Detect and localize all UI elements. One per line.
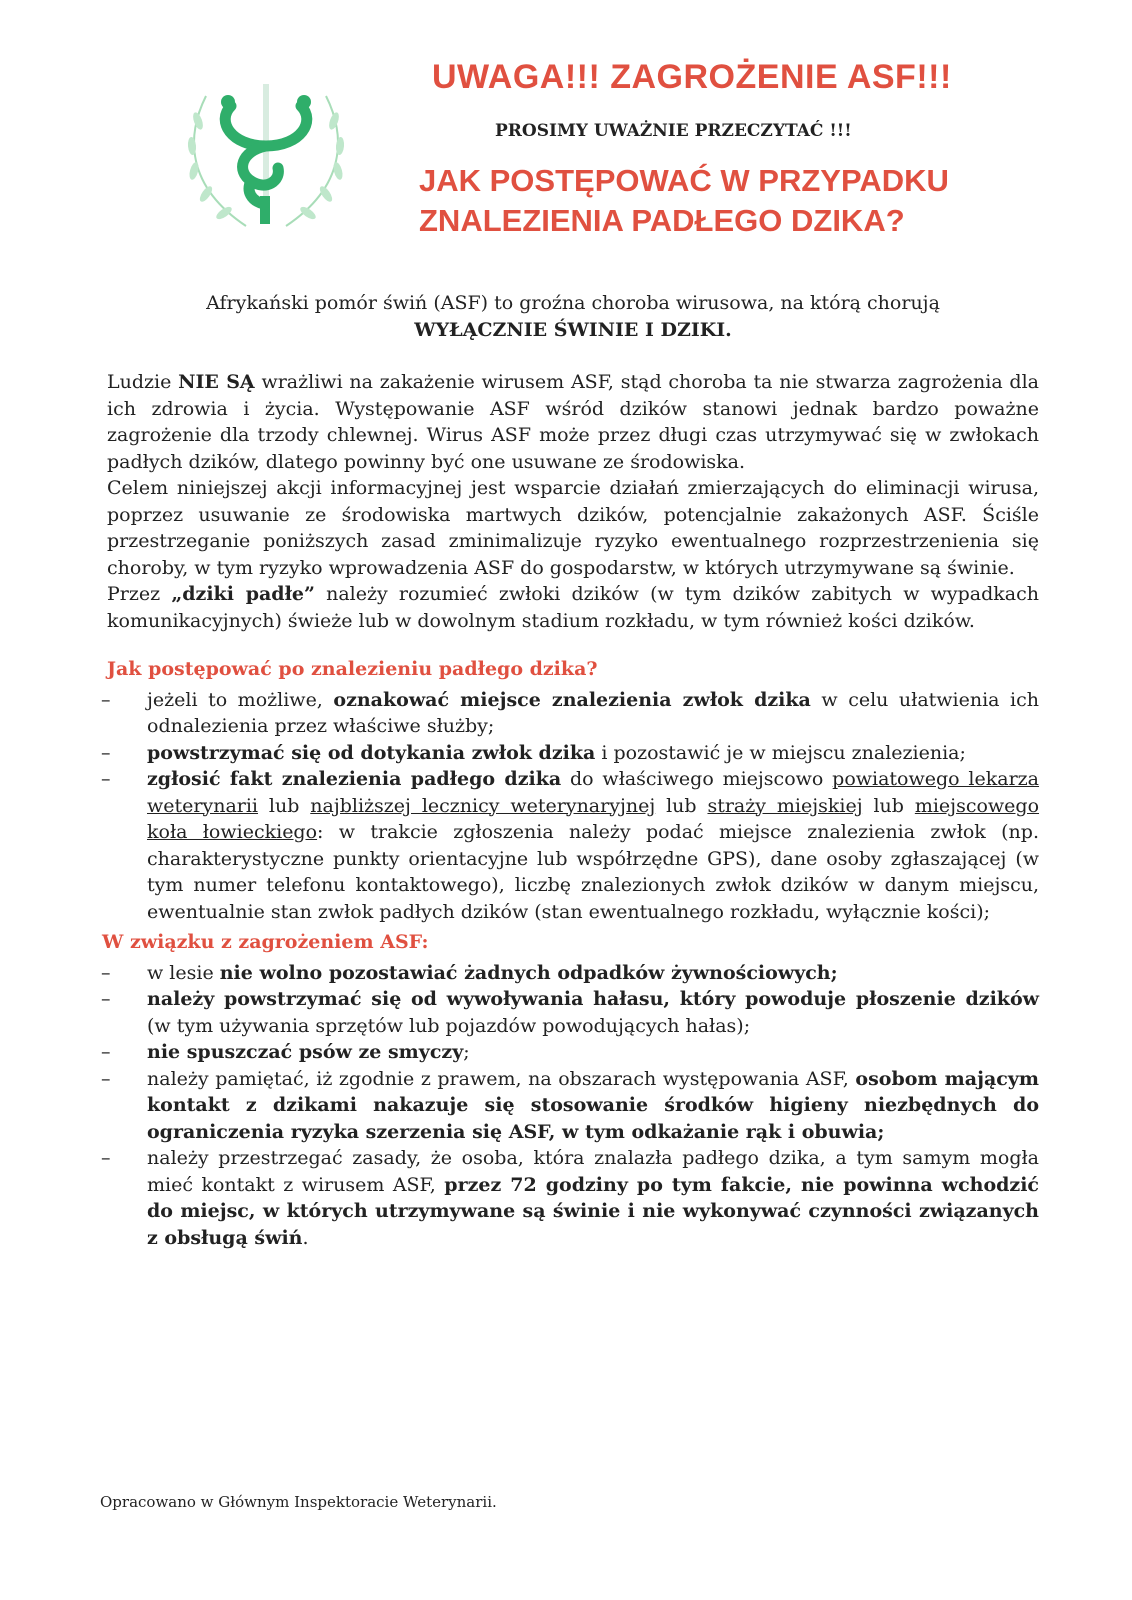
section-heading-threat: W związku z zagrożeniem ASF: (102, 931, 429, 953)
header (419, 58, 1072, 241)
main-question (419, 161, 1072, 241)
list-item: – w lesie nie wolno pozostawiać żadnych odpadków żywnościowych; (107, 960, 1039, 987)
list-item: – powstrzymać się od dotykania zwłok dzika i pozostawić je w miejscu znalezienia; (107, 740, 1039, 767)
list-item: – zgłosić fakt znalezienia padłego dzika do właściwego miejscowo powiatowego lekarza weterynarii lub najbliższej lecznicy weterynaryjnej lub straży miejskiej lub miejscowego koła łowieckiego: w trakcie zgłoszenia należy podać miejsce znalezienia zwłok (np. charakterystyczne punkty orientacyjne lub współrzędne GPS), dane osoby zgłaszającej (w tym numer telefonu kontaktowego), liczbę znalezionych zwłok dzików w danym miejscu, ewentualnie stan zwłok padłych dzików (stan ewentualnego rozkładu, wyłącznie kości); (107, 766, 1039, 925)
paragraph-definition: Przez „dziki padłe” należy rozumieć zwłoki dzików (w tym dzików zabitych w wypadkach komunikacyjnych) świeże lub w dowolnym stadium rozkładu, w tym również kości dzików. (107, 583, 1040, 632)
paragraph-people: Ludzie NIE SĄ wrażliwi na zakażenie wirusem ASF, stąd choroba ta nie stwarza zagrożenia dla ich zdrowia i życia. Występowanie ASF wśród dzików stanowi jednak bardzo poważne zagrożenie dla trzody chlewnej. Wirus ASF może przez długi czas utrzymywać się w zwłokach padłych dzików, dlatego powinny być one usuwane ze środowiska. (107, 371, 1039, 473)
found-instructions-list (107, 687, 1039, 926)
section-heading-found: Jak postępować po znalezieniu padłego dzika? (107, 658, 598, 680)
threat-rules-list (107, 960, 1039, 1252)
read-carefully-subtitle: PROSIMY UWAŻNIE PRZECZYTAĆ !!! (495, 121, 852, 141)
footer-credit: Opracowano w Głównym Inspektoracie Weterynarii. (100, 1493, 497, 1511)
list-item: – nie spuszczać psów ze smyczy; (107, 1039, 1039, 1066)
main-question-line1: JAK POSTĘPOWAĆ W PRZYPADKU (419, 163, 949, 198)
warning-title: UWAGA!!! ZAGROŻENIE ASF!!! (432, 58, 952, 96)
list-item: – jeżeli to możliwe, oznakować miejsce znalezienia zwłok dzika w celu ułatwienia ich odnalezienia przez właściwe służby; (107, 687, 1039, 740)
list-item: – należy przestrzegać zasady, że osoba, która znalazła padłego dzika, a tym samym mogła mieć kontakt z wirusem ASF, przez 72 godziny po tym fakcie, nie powinna wchodzić do miejsc, w których utrzymywane są świnie i nie wykonywać czynności związanych z obsługą świń. (107, 1145, 1039, 1251)
paragraph-purpose: Celem niniejszej akcji informacyjnej jest wsparcie działań zmierzających do eliminacji wirusa, poprzez usuwanie ze środowiska martwych dzików, potencjalnie zakażonych ASF. Ściśle przestrzeganie poniższych zasad zminimalizuje ryzyko ewentualnego rozprzestrzenienia się choroby, w tym ryzyko wprowadzenia ASF do gospodarstw, w których utrzymywane są świnie. (107, 477, 1039, 579)
intro-line2: WYŁĄCZNIE ŚWINIE I DZIKI. (414, 318, 732, 341)
caduceus-laurel-icon (176, 76, 356, 246)
document-body (102, 290, 1040, 1251)
main-question-line2: ZNALEZIENIA PADŁEGO DZIKA? (419, 203, 905, 238)
list-item: – należy powstrzymać się od wywoływania hałasu, który powoduje płoszenie dzików (w tym używania sprzętów lub pojazdów powodujących hałas); (107, 986, 1039, 1039)
list-item: – należy pamiętać, iż zgodnie z prawem, na obszarach występowania ASF, osobom mającym kontakt z dzikami nakazuje się stosowanie środków higieny niezbędnych do ograniczenia ryzyka szerzenia się ASF, w tym odkażanie rąk i obuwia; (107, 1066, 1039, 1146)
intro-line1: Afrykański pomór świń (ASF) to groźna choroba wirusowa, na którą chorują (206, 292, 940, 314)
